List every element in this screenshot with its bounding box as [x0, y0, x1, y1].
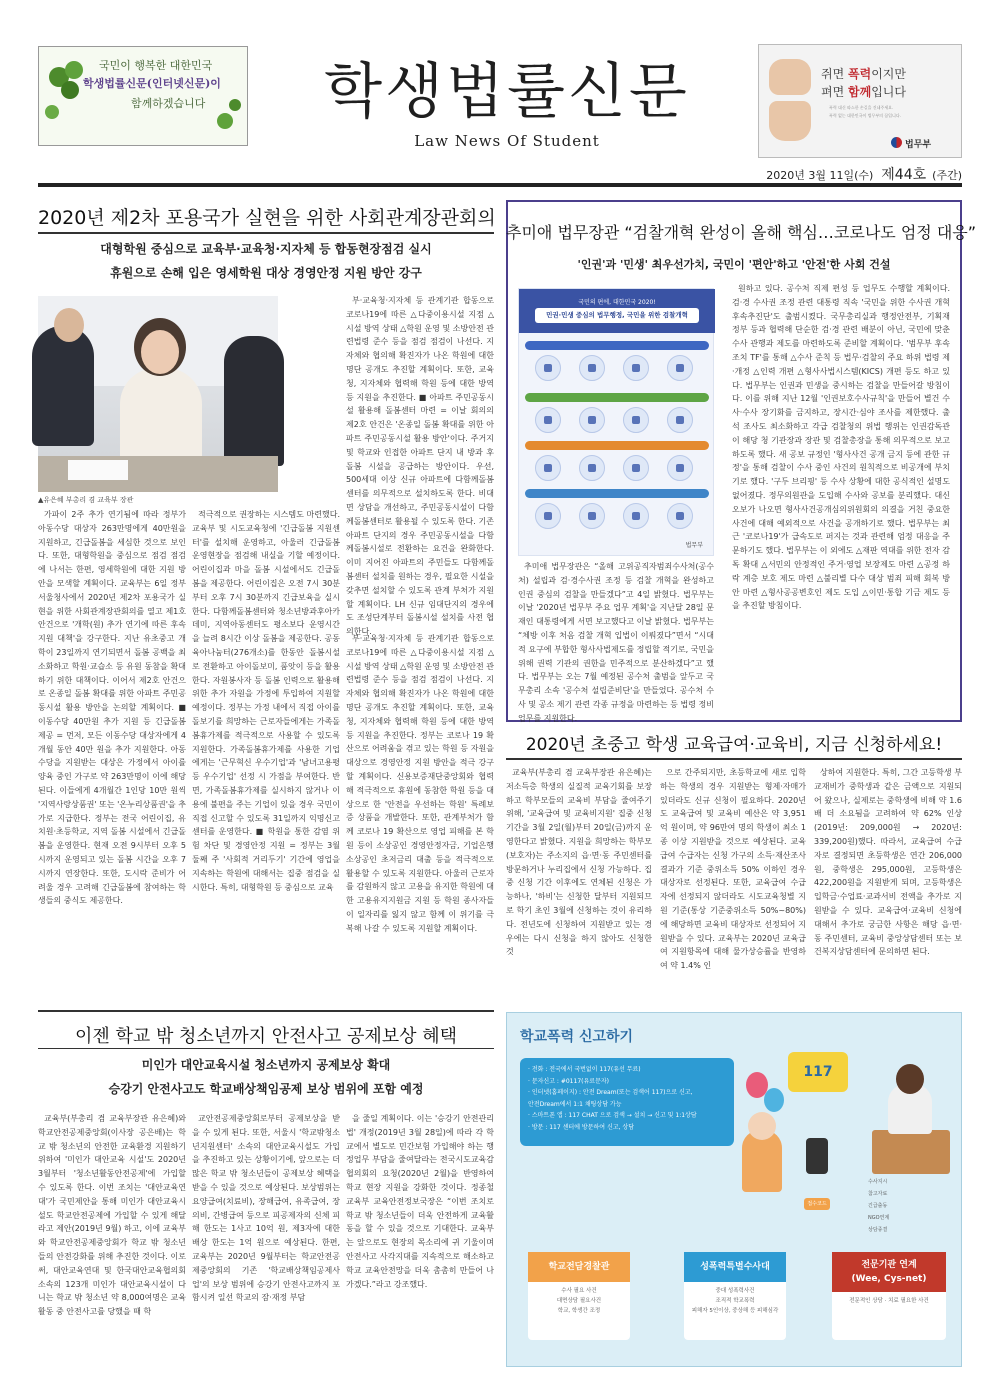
photo-paper [68, 460, 128, 480]
policy-icon [667, 503, 693, 529]
infographic-section-bar [525, 341, 709, 350]
article3-divider [506, 758, 962, 760]
photo-caption: ▲유은혜 부총리 겸 교육부 장관 [38, 496, 134, 504]
article1-divider [38, 232, 494, 234]
photo-person-left-head [54, 308, 84, 342]
agency-card-desc: 중대 성폭력사건 조직적 학교폭력 피해자 5인이상, 중상해 등 피해심각 [691, 1288, 779, 1314]
policy-icon [579, 503, 605, 529]
fist-icon [769, 59, 811, 95]
article4-top-divider [38, 1010, 494, 1012]
ad-right-line1: 쥐면 폭력이지만 [821, 67, 906, 81]
infographic-section-bar [525, 489, 709, 498]
policy-icon [623, 355, 649, 381]
ad-banner-left[interactable] [38, 46, 248, 146]
infographic-header [519, 289, 715, 333]
article2-column-1: 추미애 법무장관은 “올해 고위공직자범죄수사처(공수처) 설립과 검·경수사권 조정 등 검찰 개혁을 완성하고 인권 중심의 검찰을 만들겠다”고 4일 밝혔다. 법무부는 이날 '2020년 법무부 주요 업무 계획'을 지난달 28일 문재인 대통령에게 서면 보고했다고 이날 밝혔다. 법무부는 “체방 이후 처음 검찰 개혁 입법이 이뤄졌다”면서 “시대적 요구에 부합한 형사사법제도를 정립할 적기로, 국민을 위해 권력 기관의 권한을 민주적으로 분산하겠다”고 했다. 법무부는 오는 7월 예정된 공수처 출범을 앞두고 국무총리 소속 '공수처 설립준비단'을 만들었다. 공수처 수사 및 공소 제기 관련 각종 규정을 마련하는 등 법령 정비 업무를 지원한다. [518, 562, 714, 723]
clover-icon [65, 61, 83, 79]
report-method-item: · 인터넷(홈페이지) : 안전 Dream(또는 검색어 117)으로 신고, [528, 1089, 693, 1096]
policy-icon [623, 407, 649, 433]
policy-icon [667, 455, 693, 481]
article1-subheadline: 휴원으로 손해 입은 영세학원 대상 경영안정 지원 방안 강구 [110, 266, 422, 280]
article4-column-3: 을 줄일 계획이다. 이는 '승강기 안전관리법' 개정(2019년 3월 28일)에 따라 각 학교에서 별도로 민간보험 가입해야 하는 행정업무 부담을 줄여달라는 전국시도교육감협의회의 요청(2020년 2월)을 반영하여 학교 현장 지원을 강화한 것이다. 정종철 교육부 교육안전정보국장은 “이번 조치로 학교 밖 청소년들이 더욱 안전하게 교육활동을 할 수 있을 것으로 기대한다. 교육부는 앞으로도 현장의 목소리에 귀 기울이며 안전사고 사각지대를 지속적으로 해소하고 학교 교육안전망을 더욱 촘촘히 만들어 나가겠다.”라고 강조했다. [346, 1114, 494, 1289]
reception-code-badge: 접수코드 [804, 1198, 830, 1210]
ad-left-line2: 학생법률신문(인터넷신문)이 [83, 77, 221, 90]
clover-icon [61, 81, 79, 99]
article1-subheadline: 대형학원 중심으로 교육부·교육청·지자체 등 합동현장점검 실시 [100, 242, 432, 256]
article3-column-3: 상하여 지원한다. 특히, 그간 고등학생 부교재비가 중학생과 같은 금액으로 지원되어 왔으나, 실제로는 중학생에 비해 약 1.6배 더 소요됨을 고려하여 약 62% 인상(2019년: 209,000원 → 2020년: 339,200원)했다. 따라서, 교육급여 수급자로 결정되면 초등학생은 연간 206,000원, 중학생은 295,000원, 고등학생은 422,200원을 지원받게 되며, 고등학생은 입학금·수업료·교과서비 전액을 추가로 지원받을 수 있다. 교육급여·교육비 신청에 대해서 추가로 궁금한 사항은 해당 읍·면·동 주민센터, 교육비 중앙상담센터 또는 보건복지상담센터에 문의하면 된다. [814, 768, 962, 957]
article2-subheadline: '인권'과 '민생' 최우선가치, 국민이 '편안'하고 '안전'한 사회 건설 [577, 258, 891, 271]
ad-left-line1: 국민이 행복한 대한민국 [99, 59, 213, 72]
masthead-divider [38, 183, 962, 187]
article2-column-2: 원하고 있다. 공수처 직제 편성 등 업무도 수행할 계획이다. 검·경 수사권 조정 관련 대통령 직속 '국민을 위한 수사권 개혁 후속추진단'도 출범시켰다. 국무총리실과 행정안전부, 기획재정부 등과 협력해 단순한 검·경 관련 배분이 아닌, 국민에 맞춘 수사 관행과 제도를 마련하도록 준비할 계획이다. '범무부 후속조치 TF'를 통해 △수사 준칙 등 법무·검찰의 주요 하위 법령 제·개정 △인력 개편 △형사사법시스템(KICS) 개편 등도 하고 있다. 법무부는 인권과 민생을 중시하는 검찰을 만들어갈 방침이다. 이를 위해 지난 12월 '인권보호수사규칙'을 만들어 별건 수사·수사 장기화를 금지하고, 장시간·심야 조사를 제한했다. 출석 조사도 최소화하고 각급 검찰청의 위법 행위는 인권감독관이 해당 청 기관장과 장관 및 검찰총장을 통해 의무적으로 보고하도록 했다. 새 공보 규정인 '형사사건 공개 금지 등에 관한 규정'을 통해 검찰이 수사 중인 사건의 원칙적으로 비공개에 부치기로 했다. '구두 브리핑' 등 수사 상황에 대한 공식적인 설명도 없어졌다. 정무의원관을 도입해 수사와 공보를 분리했다. 대신 오보가 나오면 형사사건공개심의위원회의 의결을 거친 중요한 사건에 대해 예외적으로 사건을 공개하기로 했다. 법무부는 최근 '코로나19'가 급속도로 퍼지는 것과 관련해 엄정 대응을 주문하기도 했다. 법무부는 이 외에도 △재판 역대를 위한 전자 감독 확대 △서민의 안정적인 주거·영업 보장제도 마련 △공정 하락 계층 보호 제도 마련 △불리별 다수 대상 범죄 피해 회복 방안 마련 △형사공공변호인 제도 도입 △이민·통합 기금 제도 등을 추진할 방침이다. [732, 284, 950, 611]
ministry-logo: 법무부 [905, 140, 932, 150]
hub-item: 상담종결 [868, 1227, 888, 1233]
article2-headline[interactable]: 추미애 법무장관 “검찰개혁 완성이 올해 핵심…코로나도 엄정 대응” [506, 223, 977, 242]
ad-right-small1: 폭력 대신 따스한 손길을 건네주세요. [829, 105, 894, 110]
photo-person-right [224, 336, 284, 466]
newspaper-title: 학생법률신문 [324, 57, 690, 127]
article1-photo[interactable] [38, 296, 278, 492]
ad-left-line3: 함께하겠습니다 [131, 97, 206, 110]
photo-person-center-face [141, 330, 179, 374]
infographic-top-text: 국민의 편에, 대한민국 2020! [578, 299, 656, 306]
agency-card-title: 전문기관 연계 (Wee, Cys-net) [832, 1252, 946, 1292]
hub-item: 수사지시 [868, 1179, 888, 1185]
infographic-title: 학교폭력 신고하기 [520, 1029, 634, 1045]
infographic-section-bar [525, 393, 709, 402]
article1-headline[interactable]: 2020년 제2차 포용국가 실현을 위한 사회관계장관회의 [38, 207, 496, 229]
policy-icon [667, 407, 693, 433]
policy-icon [667, 355, 693, 381]
article2-infographic[interactable] [518, 288, 714, 556]
agency-card-desc: 수사 필요 사건 대면상담 필요사건 학교, 학생간 조정 [556, 1288, 602, 1314]
open-hand-icon [769, 101, 811, 141]
policy-icon [535, 407, 561, 433]
masthead [0, 0, 1000, 190]
article1-column-1: 가파이 2주 추가 연기됨에 따라 정부가 아동수당 대상자 263만명에게 40만원을 지원하고, 긴급돌봄을 세심한 것으로 보인다. 또한, 대형학원을 중심으로 점검 점검에 나서는 한편, 영세학원에 대한 지원 방안을 모색할 계획이다. 교육부는 6일 정부서울청사에서 2020년 제2차 포용국가 실현을 위한 사회관계장관회의를 열고 제1호 안건으로 '개학(원) 추가 연기에 따른 후속 지원 대책'을 강구한다. 지난 유초중고 개학이 23일까지 연기되면서 돌봄 공백을 최소화하고 학원·교습소 등 유원 동참을 확대하기 위한 대책이다. 이어서 제2호 안건으로 온종일 돌봄 확대를 위한 아파트 주민공동시설 활용 방안을 논의할 계획이다. ■ 이동수당 40만원 추가 지원 등 긴급돌봄 제공 = 먼저, 모든 이동수당 대상자에게 4개월 동안 40만 원을 추가 지원한다. 아동수당을 지원받는 대상은 가정에서 아이를 양육 중인 가구로 약 263만명이 이에 해당된다. 이들에게 4개월간 1인당 10만 원씩 '지역사랑상품권' 또는 '온누리상품권'을 추가로 지급한다. 정부는 전국 어린이집, 유치원·초등학교, 지역 돌봄 시설에서 긴급돌봄을 운영한다. 현재 오전 9시부터 오후 5시까지 운영되고 있는 돌봄 시간을 오후 7시까지 연장한다. 또한, 도시락 준비가 어려울 경우 고려해 긴급돌봄에 참여하는 학생들의 중식도 제공한다. [38, 510, 186, 906]
article4-divider [38, 1048, 494, 1049]
infographic-title: 민권·민생 중심의 법무행정, 국민을 위한 검찰개혁 [535, 308, 699, 323]
clover-icon [229, 99, 241, 111]
issue-date: 2020년 3월 11일(수) [766, 169, 874, 182]
report-method-item: · 방문 : 117 센터에 방문하여 신고, 상담 [528, 1123, 634, 1131]
policy-icon [623, 503, 649, 529]
agency-card-title: 성폭력특별수사대 [684, 1252, 786, 1282]
ad-right-small2: 폭력 없는 대한민국이 법무부의 꿈입니다. [829, 113, 902, 118]
infographic-border [506, 1012, 962, 1367]
policy-icon [579, 455, 605, 481]
policy-icon [535, 455, 561, 481]
report-method-item: · 스마트폰 앱 : 117 CHAT 으로 검색 → 설치 → 신고 및 1:1상담 [528, 1112, 697, 1119]
policy-icon [623, 455, 649, 481]
article3-headline[interactable]: 2020년 초중고 학생 교육급여·교육비, 지금 신청하세요! [525, 735, 943, 755]
ad-right-line2: 펴면 함께입니다 [821, 85, 906, 99]
photo-person-left [32, 326, 94, 446]
article1-column-4: 부·교육청·지자체 등 관계기관 합동으로 코로나19에 따른 △다중이용시설 지점 △시설 방역 상태 △학원 운영 및 소방안전 관련법령 준수 등을 점검 점검이 나선다. 지자체와 협의해 확진자가 나온 학원에 대한 명단 공개도 추진할 계획이다. 또한, 교육청, 지자체와 협력해 학원 등에 대한 방역 등 지원을 추진한다. ■ 아파트 주민공동시설 활용해 돌봄센터 마련 = 이날 회의의 제2호 안건은 '온종일 돌봄 확대를 위한 아파트 주민공동시설 활용 방안'이다. 주거지 및 학교와 인접한 아파트 단지 내 방과 후 돌봄 시설을 공급하는 방안이다. 우선, 500세대 이상 신규 아파트에 다함께돌봄센터를 의무적으로 설치하도록 한다. 비대면 상담을 개선하고, 주민공동시설이 다함께돌봄센터로 활용될 수 있도록 한다. 기존 아파트 단지의 경우 주민공동시설을 다함께돌봄시설로 전환하는 요건을 완화한다. 이미 지어진 아파트의 주민들도 다함께돌봄센터 설치를 원하는 경우, 필요한 시설을 갖추면 설치할 수 있도록 관계 부처가 지원할 계획이다. LH 신규 임대단지의 경우에도 조성단계부터 돌봄시설 설치를 사전 협의한다. [346, 296, 494, 637]
report-method-item: · 전화 : 전국에서 국번없이 117(유선 무료) [528, 1066, 641, 1073]
agency-card-title: 학교전담경찰관 [528, 1252, 630, 1282]
article3-column-2: 으로 간주되지만, 초등학교에 새로 입학하는 학생의 경우 지원받는 형제·자매가 있더라도 신규 신청이 필요하다. 2020년도 교육급여 및 교육비 예산은 약 3,951억 원이며, 약 96만여 명의 학생이 최소 1종 이상 지원받을 것으로 예상된다. 교육급여 수급자는 신청 가구의 소득·재산조사 결과가 기준 중위소득 50% 이하인 경우 대상자로 선정된다. 또한, 교육급여 수급자에 선정되지 않더라도 시도교육청별 지원 기준(통상 기준중위소득 50%~80%)에 해당하면 교육비 대상자로 선정되어 지원받을 수 있다. 교육부는 2020년 교육급여 지원항목에 대해 물가상승률을 반영하여 약 1.4% 인 [660, 768, 806, 971]
article3-column-1: 교육부(부총리 겸 교육부장관 유은혜)는 저소득층 학생의 실질적 교육기회를 보장하고 학부모들의 교육비 부담을 줄여주기 위해, '교육급여 및 교육비지원' 집중 신청기간을 3월 2일(월)부터 20일(금)까지 운영한다고 밝혔다. 지원을 희망하는 학부모(보호자)는 주소지의 읍·면·동 주민센터를 방문하거나 누리집에서 신청 가능하다. 집중 신청 기간 이후에도 연체된 신청은 가능하나, '하비'는 신청한 달부터 지원되므로 학기 초인 3월에 신청하는 것이 유리하다. 전년도에 신청하여 지원받고 있는 경우에는 다시 신청을 하지 않아도 신청한 것 [506, 768, 652, 957]
article1-column-2: 적극적으로 권장하는 시스템도 마련했다. 교육부 및 시도교육청에 '긴급돌봄 지원센터'를 설치해 운영하고, 아울러 긴급돌봄 운영현장을 점검해 내실을 기할 예정이다. 어린이집과 마을 돌봄 시설에서도 긴급돌봄을 제공한다. 어린이집은 오전 7시 30분부터 오후 7시 30분까지 긴급보육을 실시한다. 다함께돌봄센터와 청소년방과후아카데미, 지역아동센터도 평소보다 운영시간을 늘려 8시간 이상 돌봄을 제공한다. 공동육아나눔터(276개소)를 한동안 돌봄시설로 전환하고 아이돌보미, 품앗이 등을 활용한다. 자원봉사자 등 돌봄 인력으로 활용해 위한 추가 자원을 가정에 투입하여 지원할 예정이다. 정부는 가정 내에서 직접 아이를 돌보기를 희망하는 근로자들에게는 가족돌봄휴가제를 적극적으로 사용할 수 있도록 지원한다. 가족돌봄휴가제를 사용한 기업에게는 '근무혁신 우수기업'과 '남녀고용평등 우수기업' 선정 시 가점을 부여한다. 반면, 가족돌봄휴가제를 실시하지 않거나 이용에 불편을 주는 기업이 있을 경우 국민이 직접 신고할 수 있도록 31일까지 익명신고센터를 운영한다. ■ 학원을 통한 감염 위험 차단 및 경영안정 지원 = 정부는 3월 둘째 주 '사회적 거리두기' 기간에 영업을 지속하는 학원에 대해서는 집중 점검을 실시한다. 특히, 대형학원 등 중심으로 교육 [192, 510, 340, 892]
report-method-item: · 문자신고 : #0117(유료문자) [528, 1077, 609, 1085]
article4-column-1: 교육부(부총리 겸 교육부장관 유은혜)와 학교안전공제중앙회(이사장 공은배)는 학교 밖 청소년의 안전한 교육환경 지원하기 위하여 '미인가 대안교육 시설'도 2020년 3월부터 '청소년활동안전공제'에 가입할 수 있도록 한다. 이번 조치는 '대안교육연대'가 국민제안을 통해 미인가 대안교육시설도 학교안전공제에 가입할 수 있게 해달라고 제안(2019년 9월) 하고, 이에 교육부와 학교안전공제중앙회가 학교 밖 청소년들의 안전강화를 위해 추진한 것이다. 이로써, 대안교육연대 및 한국대안교육협의회 소속의 123개 미인가 대안교육시설이 다니는 학교 밖 청소년 약 8,000여명은 교육활동 중 안전사고를 당했을 때 학 [38, 1114, 186, 1317]
call-center-sign: 117 [788, 1052, 848, 1092]
ministry-emblem-icon [891, 137, 902, 148]
article4-subheadline: 승강기 안전사고도 학교배상책임공제 보상 범위에 포함 예정 [108, 1082, 424, 1096]
clover-icon [45, 105, 59, 119]
policy-icon [535, 503, 561, 529]
article4-column-2: 교안전공제중앙회로부터 공제보상을 받을 수 있게 된다. 또한, 서울시 '학교밖청소년지원센터' 소속의 대안교육시설도 가입을 추진하고 있는 상황이기에, 앞으로는 더 많은 학교 밖 청소년들이 공제보상 혜택을 받을 수 있을 것으로 예상된다. 보상범위는 요양급여(치료비), 장해급여, 유족급여, 장의비, 간병급여 등으로 피공제자의 신체 피해 한도는 1사고 10억 원, 제3자에 대한 배상 한도는 1억 원으로 예상된다. 한편, 교육부는 2020년 9월부터는 학교안전공제중앙회의 기존 '학교배상책임공제사업'의 보상 범위에 승강기 안전사고까지 포함시켜 일선 학교의 잠·재정 부담 [192, 1114, 340, 1303]
agency-card-desc: 전문적인 상담 · 치료 필요한 사건 [849, 1298, 929, 1304]
article1-column-3: 부·교육청·지자체 등 관계기관 합동으로 코로나19에 따른 △다중이용시설 지점 △시설 방역 상태 △학원 운영 및 소방안전 관련법령 준수 등을 점검 점검이 나선다. 지자체와 협의해 확진자가 나온 학원에 대한 명단 공개도 추진할 계획이다. 또한, 교육청, 지자체와 협력해 학원 등에 대한 방역 등 지원을 추진한다. 정부는 코로나 19 확산으로 어려움을 겪고 있는 학원 등 자원을 대상으로 경영안정 지원 방안을 적극 강구할 계획이다. 신용보증재단중앙회와 협력해 적극적으로 휴원에 동참한 학원 등을 대상으로 한 '안전을 우선하는 학원' 특례보증 상품을 개발한다. 또한, 관계부처가 함께 코로나 19 확산으로 영업 피해를 본 학원 등이 소상공인 경영안정자금, 기업은행 소상공인 초저금리 대출 등을 적극적으로 활용할 수 있도록 지원한다. 아울러 근로자를 감원하지 않고 고용을 유지한 학원에 대한 고용유지지원금 지원 등 학원 종사자들이 일자리를 잃지 않고 함께 이 위기를 극복해 나갈 수 있도록 지원할 계획이다. [346, 634, 494, 933]
clover-icon [217, 113, 233, 129]
newspaper-subtitle: Law News Of Student [414, 132, 600, 150]
policy-icon [579, 355, 605, 381]
ad-banner-right[interactable] [758, 44, 962, 158]
hub-item: 긴급출동 [868, 1203, 888, 1209]
infographic-logo: 법무부 [685, 542, 703, 549]
issue-number: 제44호 [881, 167, 927, 183]
issue-info [766, 164, 962, 184]
hub-item: NGO연계 [868, 1215, 890, 1221]
article4-headline[interactable]: 이젠 학교 밖 청소년까지 안전사고 공제보상 혜택 [74, 1026, 458, 1047]
article4-subheadline: 미인가 대안교육시설 청소년까지 공제보상 확대 [141, 1058, 391, 1072]
policy-icon [579, 407, 605, 433]
hub-item: 참고자료 [868, 1191, 888, 1197]
report-method-item: 안전Dream에서 1:1 채팅상담 가능 [528, 1100, 622, 1108]
infographic-section-bar [525, 441, 709, 450]
policy-icon [535, 355, 561, 381]
issue-period: (주간) [932, 169, 962, 182]
